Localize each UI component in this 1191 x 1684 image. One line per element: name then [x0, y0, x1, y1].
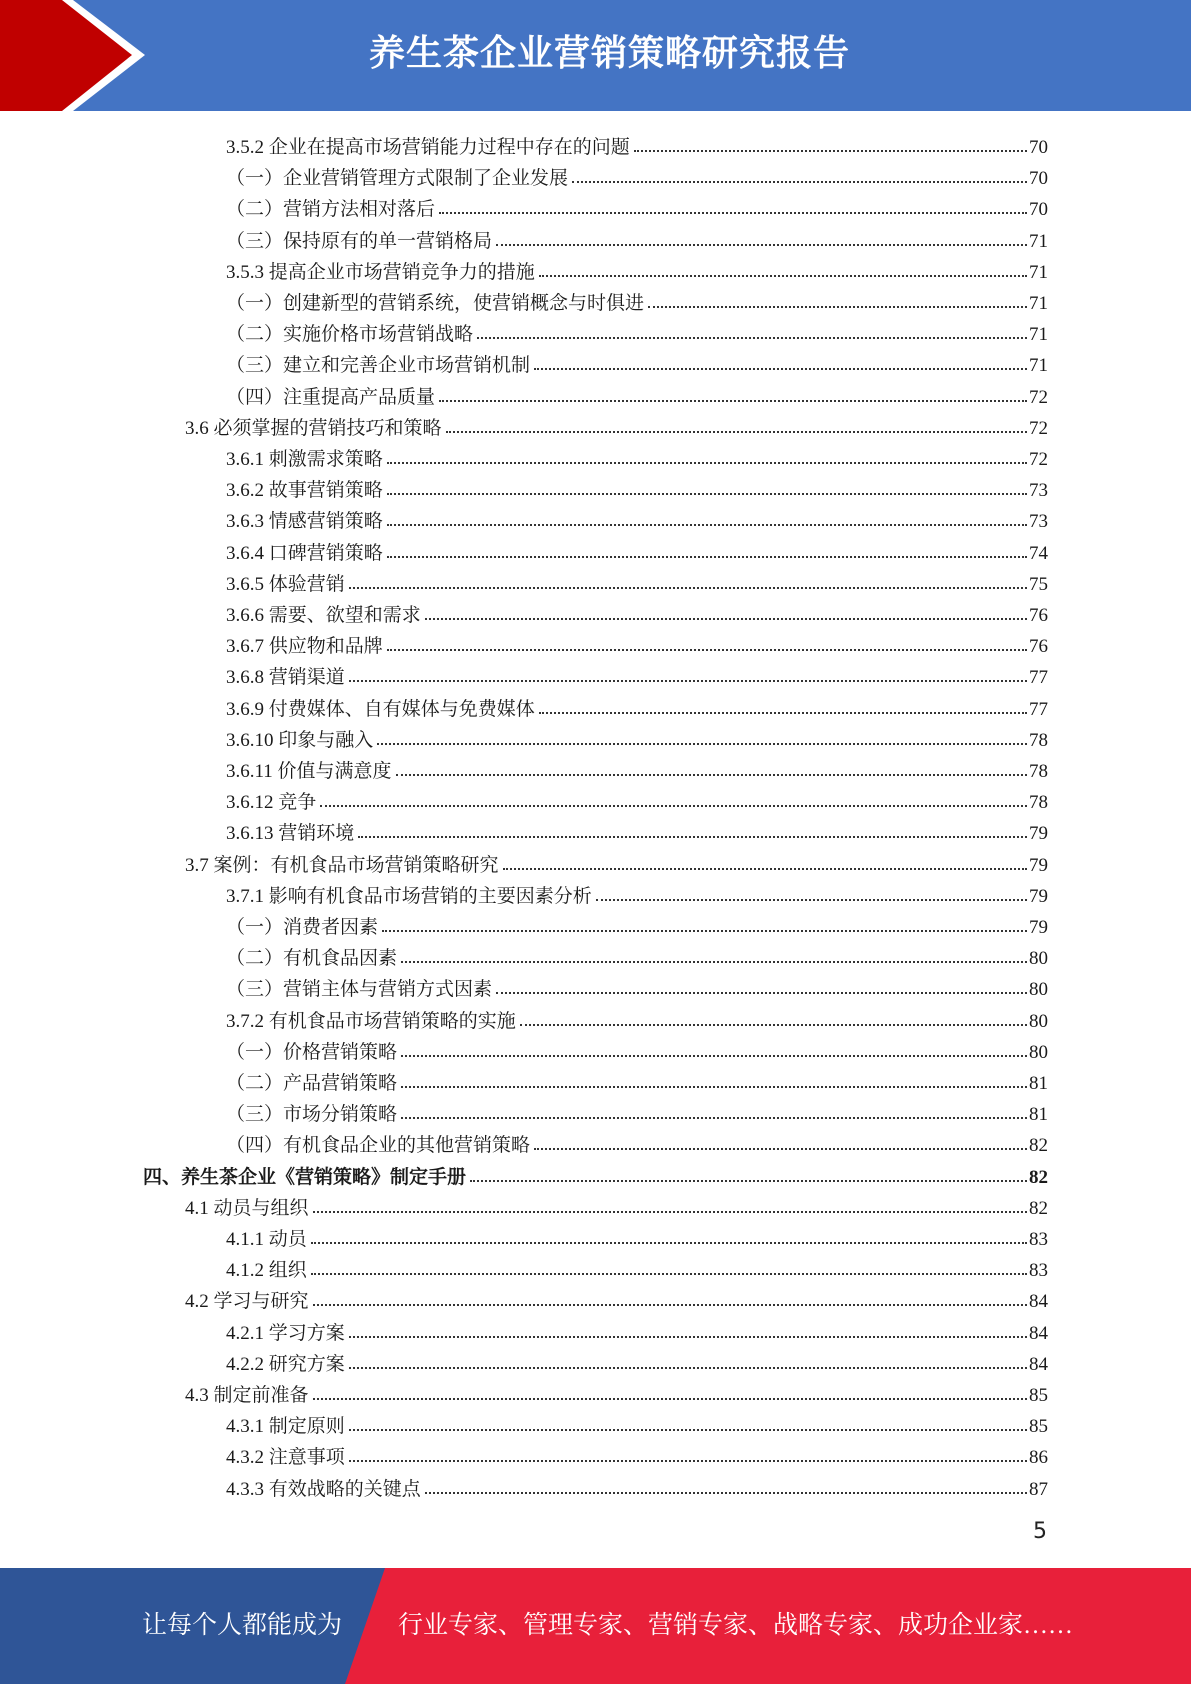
- toc-entry-page: 84: [1029, 1353, 1048, 1375]
- toc-entry-title: 3.6.1 刺激需求策略: [226, 449, 383, 470]
- toc-entry[interactable]: [226, 783, 1048, 814]
- toc-entry-page: 84: [1029, 1322, 1048, 1344]
- toc-entry-title: 4.3.1 制定原则: [226, 1416, 345, 1438]
- toc-dot-leader: [396, 774, 1027, 776]
- toc-entry-page: 72: [1029, 386, 1048, 408]
- toc-entry[interactable]: [226, 1438, 1048, 1469]
- toc-entry-page: 71: [1029, 230, 1048, 252]
- toc-dot-leader: [320, 805, 1027, 807]
- toc-entry-title: （二）有机食品因素: [226, 948, 398, 970]
- footer-slogan-left: 让每个人都能成为: [142, 1612, 343, 1639]
- toc-entry-title: 4.3.3 有效战略的关键点: [226, 1478, 421, 1500]
- toc-entry-page: 78: [1029, 792, 1048, 814]
- toc-dot-leader: [387, 493, 1027, 495]
- toc-entry-page: 77: [1029, 667, 1048, 689]
- toc-entry[interactable]: [226, 1064, 1048, 1095]
- toc-entry[interactable]: [226, 1033, 1048, 1064]
- toc-entry-title: 4.1 动员与组织: [185, 1197, 309, 1219]
- toc-entry[interactable]: [226, 159, 1048, 190]
- toc-entry-page: 79: [1029, 854, 1048, 876]
- toc-entry-title: 4.2 学习与研究: [185, 1291, 309, 1313]
- toc-dot-leader: [496, 244, 1027, 246]
- toc-entry-page: 82: [1029, 1166, 1048, 1188]
- toc-entry-title: 3.7.2 有机食品市场营销策略的实施: [226, 1010, 516, 1032]
- toc-dot-leader: [425, 1492, 1027, 1494]
- toc-dot-leader: [313, 1211, 1027, 1213]
- toc-entry-title: （三）建立和完善企业市场营销机制: [226, 355, 531, 377]
- toc-entry-page: 73: [1029, 480, 1048, 502]
- toc-entry-title: （一）创建新型的营销系统，使营销概念与时俱进: [226, 293, 645, 314]
- toc-dot-leader: [496, 992, 1027, 994]
- toc-entry-title: 3.6.7 供应物和品牌: [226, 636, 383, 658]
- toc-entry-page: 74: [1029, 542, 1048, 564]
- toc-dot-leader: [358, 836, 1027, 838]
- toc-dot-leader: [401, 1055, 1027, 1057]
- toc-dot-leader: [520, 1024, 1027, 1026]
- toc-dot-leader: [349, 680, 1027, 682]
- toc-entry[interactable]: [226, 1220, 1048, 1251]
- toc-entry-page: 70: [1029, 199, 1048, 221]
- toc-dot-leader: [387, 556, 1027, 558]
- toc-entry[interactable]: [226, 190, 1048, 221]
- toc-entry[interactable]: [185, 1376, 1048, 1407]
- toc-dot-leader: [401, 961, 1027, 963]
- toc-dot-leader: [648, 306, 1027, 308]
- toc-entry-title: 4.3.2 注意事项: [226, 1447, 345, 1469]
- toc-dot-leader: [425, 618, 1027, 620]
- toc-dot-leader: [387, 649, 1027, 651]
- toc-dot-leader: [534, 1148, 1027, 1150]
- toc-entry-page: 83: [1029, 1229, 1048, 1250]
- toc-entry[interactable]: [226, 1407, 1048, 1438]
- toc-entry-page: 71: [1029, 355, 1048, 377]
- toc-entry[interactable]: [226, 128, 1048, 159]
- toc-dot-leader: [539, 275, 1027, 277]
- toc-entry[interactable]: [185, 846, 1048, 877]
- toc-entry[interactable]: [226, 814, 1048, 845]
- toc-entry-page: 75: [1029, 573, 1048, 595]
- toc-entry[interactable]: [226, 565, 1048, 596]
- toc-dot-leader: [387, 524, 1027, 526]
- toc-entry-page: 79: [1029, 823, 1048, 845]
- toc-entry[interactable]: [226, 721, 1048, 752]
- toc-entry-page: 77: [1029, 698, 1048, 720]
- toc-entry-title: 3.6.13 营销环境: [226, 823, 355, 845]
- toc-entry[interactable]: [226, 908, 1048, 939]
- toc-dot-leader: [349, 1336, 1027, 1338]
- toc-entry-page: 80: [1029, 1010, 1048, 1032]
- toc-entry[interactable]: [226, 690, 1048, 721]
- toc-entry-title: （二）产品营销策略: [226, 1073, 398, 1094]
- toc-entry-title: 3.5.2 企业在提高市场营销能力过程中存在的问题: [226, 137, 630, 158]
- toc-entry[interactable]: [226, 877, 1048, 908]
- toc-entry[interactable]: [226, 970, 1048, 1001]
- toc-entry-title: （一）消费者因素: [226, 917, 379, 938]
- toc-entry[interactable]: [226, 1251, 1048, 1282]
- toc-entry-title: 3.6.3 情感营销策略: [226, 511, 383, 533]
- toc-entry[interactable]: [226, 1095, 1048, 1126]
- toc-dot-leader: [349, 1367, 1027, 1369]
- toc-entry-title: 4.3 制定前准备: [185, 1385, 309, 1406]
- toc-entry-title: （四）注重提高产品质量: [226, 386, 436, 408]
- toc-dot-leader: [401, 1117, 1027, 1119]
- toc-dot-leader: [349, 1460, 1027, 1462]
- toc-entry-page: 71: [1029, 293, 1048, 314]
- toc-dot-leader: [477, 337, 1027, 339]
- toc-entry[interactable]: [226, 346, 1048, 377]
- toc-dot-leader: [634, 150, 1027, 152]
- toc-dot-leader: [313, 1398, 1027, 1400]
- toc-entry[interactable]: [226, 1470, 1048, 1501]
- toc-entry-title: （三）市场分销策略: [226, 1104, 398, 1126]
- toc-entry-title: 3.6.12 竞争: [226, 792, 317, 814]
- toc-dot-leader: [311, 1273, 1027, 1275]
- toc-dot-leader: [401, 1086, 1027, 1088]
- toc-entry-page: 85: [1029, 1385, 1048, 1406]
- toc-entry-page: 72: [1029, 449, 1048, 470]
- toc-entry[interactable]: [226, 534, 1048, 565]
- page-number: 5: [1033, 1519, 1047, 1544]
- toc-entry-page: 84: [1029, 1291, 1048, 1313]
- toc-dot-leader: [349, 587, 1027, 589]
- toc-entry-title: 3.6.2 故事营销策略: [226, 480, 383, 502]
- toc-entry-title: （四）有机食品企业的其他营销策略: [226, 1135, 531, 1157]
- toc-entry-page: 85: [1029, 1416, 1048, 1438]
- toc-entry[interactable]: [185, 1282, 1048, 1313]
- toc-dot-leader: [446, 431, 1027, 433]
- toc-entry-page: 83: [1029, 1260, 1048, 1282]
- toc-entry[interactable]: [226, 939, 1048, 970]
- toc-entry-title: （二）实施价格市场营销战略: [226, 324, 474, 346]
- toc-entry[interactable]: [226, 1314, 1048, 1345]
- toc-entry-page: 87: [1029, 1478, 1048, 1500]
- toc-entry-page: 76: [1029, 636, 1048, 658]
- toc-dot-leader: [572, 181, 1027, 183]
- toc-dot-leader: [534, 368, 1027, 370]
- toc-dot-leader: [439, 400, 1027, 402]
- toc-dot-leader: [470, 1180, 1027, 1182]
- toc-dot-leader: [349, 1429, 1027, 1431]
- toc-entry[interactable]: [226, 378, 1048, 409]
- toc-entry-title: （一）价格营销策略: [226, 1041, 398, 1063]
- toc-dot-leader: [539, 712, 1027, 714]
- toc-entry-page: 81: [1029, 1104, 1048, 1126]
- report-title: 养生茶企业营销策略研究报告: [368, 33, 850, 74]
- toc-entry-title: 3.6 必须掌握的营销技巧和策略: [185, 417, 442, 439]
- toc-entry-page: 79: [1029, 885, 1048, 907]
- toc-dot-leader: [387, 462, 1027, 464]
- toc-entry[interactable]: [226, 253, 1048, 284]
- page-header: [0, 0, 1191, 111]
- toc-entry-title: 3.7 案例：有机食品市场营销策略研究: [185, 854, 499, 876]
- toc-entry-page: 80: [1029, 979, 1048, 1001]
- toc-entry[interactable]: [226, 596, 1048, 627]
- toc-dot-leader: [311, 1242, 1027, 1244]
- toc-entry-page: 78: [1029, 729, 1048, 751]
- toc-entry-page: 70: [1029, 137, 1048, 158]
- toc-entry-title: 3.6.4 口碑营销策略: [226, 542, 383, 564]
- toc-entry-page: 76: [1029, 605, 1048, 626]
- toc-entry-title: 4.1.2 组织: [226, 1260, 307, 1282]
- toc-dot-leader: [313, 1304, 1027, 1306]
- toc-entry-title: 3.7.1 影响有机食品市场营销的主要因素分析: [226, 885, 592, 907]
- toc-entry[interactable]: [226, 502, 1048, 533]
- toc-entry-title: 3.5.3 提高企业市场营销竞争力的措施: [226, 261, 535, 283]
- toc-entry-page: 80: [1029, 1041, 1048, 1063]
- toc-entry-title: （三）营销主体与营销方式因素: [226, 979, 493, 1001]
- toc-dot-leader: [596, 899, 1027, 901]
- toc-entry-title: 4.1.1 动员: [226, 1229, 307, 1250]
- toc-entry[interactable]: [226, 1345, 1048, 1376]
- toc-entry-title: 4.2.1 学习方案: [226, 1322, 345, 1344]
- toc-entry-page: 78: [1029, 761, 1048, 782]
- toc-entry-page: 86: [1029, 1447, 1048, 1469]
- toc-entry-title: 3.6.5 体验营销: [226, 573, 345, 595]
- toc-entry-page: 81: [1029, 1073, 1048, 1094]
- toc-dot-leader: [439, 212, 1027, 214]
- toc-entry-page: 82: [1029, 1135, 1048, 1157]
- toc-entry-page: 80: [1029, 948, 1048, 970]
- footer-slogan-right: 行业专家、管理专家、营销专家、战略专家、成功企业家……: [398, 1612, 1074, 1639]
- toc-entry[interactable]: [226, 627, 1048, 658]
- toc-entry[interactable]: [226, 1002, 1048, 1033]
- toc-entry[interactable]: [226, 315, 1048, 346]
- toc-entry[interactable]: [226, 471, 1048, 502]
- page-footer: [0, 1568, 1191, 1684]
- toc-entry-title: 3.6.10 印象与融入: [226, 729, 374, 751]
- toc-entry-page: 82: [1029, 1197, 1048, 1219]
- toc-entry-page: 73: [1029, 511, 1048, 533]
- toc-dot-leader: [382, 930, 1027, 932]
- toc-entry[interactable]: [185, 409, 1048, 440]
- toc-entry-title: 3.6.6 需要、欲望和需求: [226, 605, 421, 626]
- toc-entry-page: 71: [1029, 324, 1048, 346]
- toc-entry-title: （二）营销方法相对落后: [226, 199, 436, 221]
- toc-entry-title: 3.6.9 付费媒体、自有媒体与免费媒体: [226, 698, 535, 720]
- toc-entry-title: （三）保持原有的单一营销格局: [226, 230, 493, 252]
- toc-entry-page: 79: [1029, 917, 1048, 938]
- toc-entry[interactable]: [226, 440, 1048, 471]
- toc-entry[interactable]: [185, 1189, 1048, 1220]
- toc-entry[interactable]: [143, 1158, 1048, 1189]
- toc-entry[interactable]: [226, 284, 1048, 315]
- toc-entry[interactable]: [226, 658, 1048, 689]
- toc-entry-title: 4.2.2 研究方案: [226, 1353, 345, 1375]
- toc-entry-title: 3.6.8 营销渠道: [226, 667, 345, 689]
- toc-entry-title: 四、养生茶企业《营销策略》制定手册: [143, 1166, 467, 1188]
- toc-entry[interactable]: [226, 1126, 1048, 1157]
- toc-entry-title: （一）企业营销管理方式限制了企业发展: [226, 168, 569, 190]
- toc-entry[interactable]: [226, 222, 1048, 253]
- toc-entry-page: 71: [1029, 261, 1048, 283]
- toc-entry-page: 70: [1029, 168, 1048, 190]
- toc-entry-page: 72: [1029, 417, 1048, 439]
- toc-dot-leader: [377, 743, 1027, 745]
- toc-dot-leader: [503, 868, 1027, 870]
- toc-entry-title: 3.6.11 价值与满意度: [226, 761, 392, 782]
- toc-entry[interactable]: [226, 752, 1048, 783]
